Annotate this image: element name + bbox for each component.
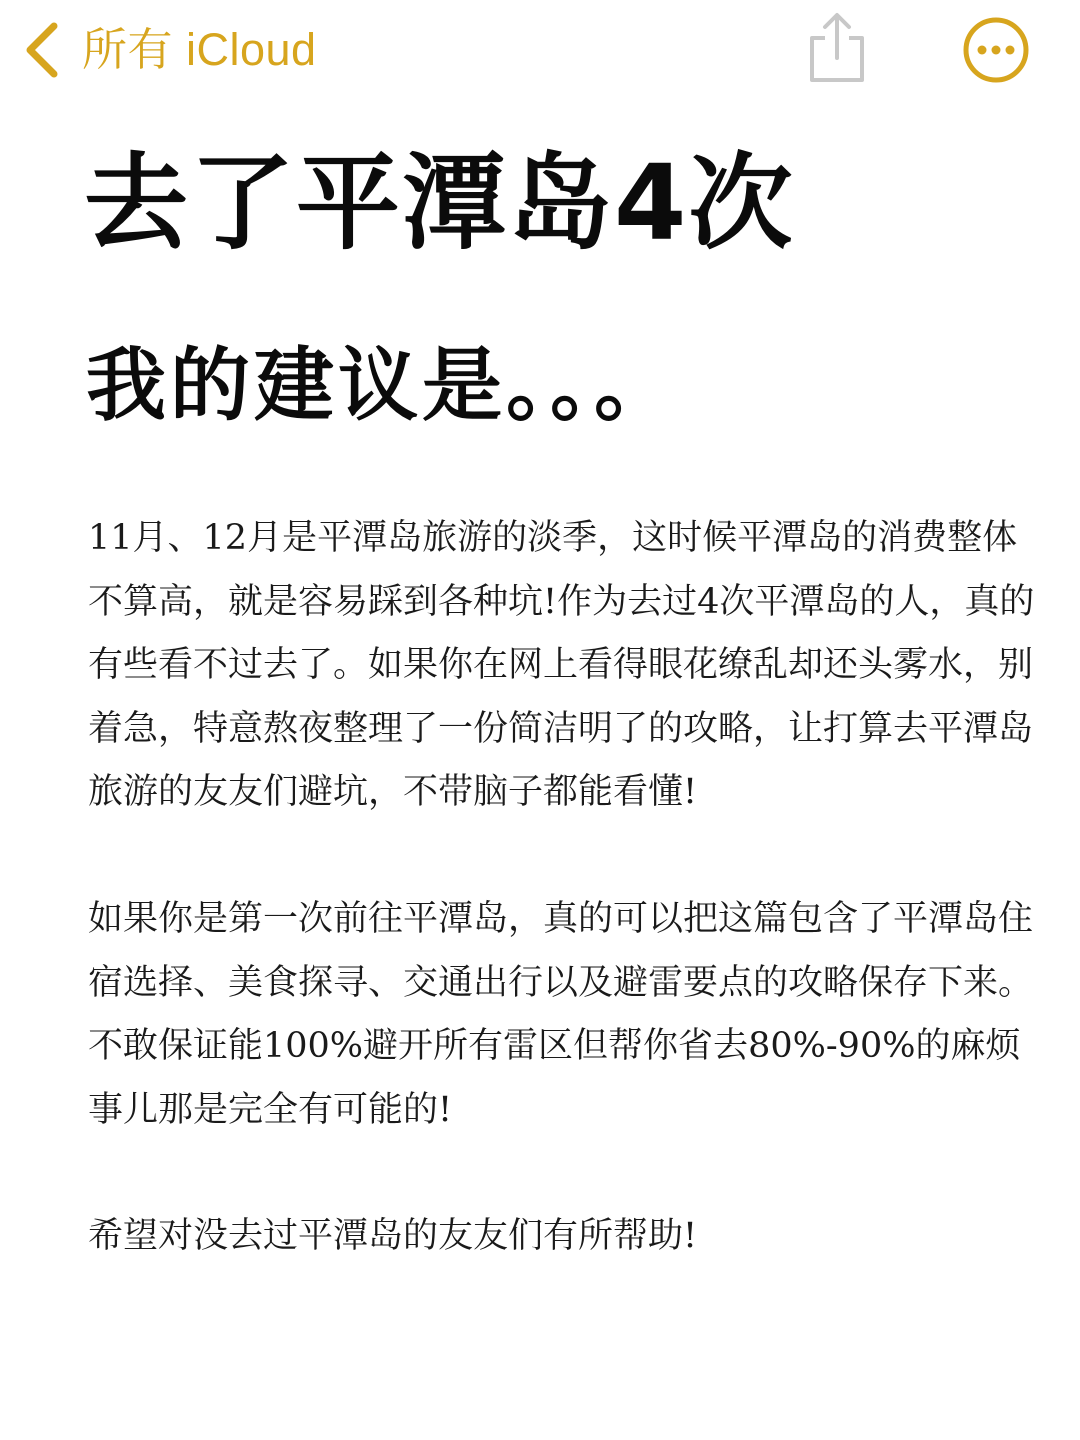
more-button[interactable] [962,16,1030,84]
share-icon [806,10,868,86]
ellipsis-circle-icon [962,16,1030,84]
navigation-bar [0,0,1080,100]
note-subtitle: 我的建议是。。。 [86,339,678,432]
back-button[interactable] [22,18,317,82]
chevron-left-icon [22,20,62,80]
back-label: 所有 iCloud [82,24,317,75]
share-button[interactable] [806,10,868,86]
note-title: 去了平潭岛4次 [84,142,795,264]
note-paragraph-1: 11月、12月是平潭岛旅游的淡季，这时候平潭岛的消费整体不算高，就是容易踩到各种坑!作为去过4次平潭岛的人，真的有些看不过去了。如果你在网上看得眼花缭乱却还头雾水，别着急，特意熬夜整理了一份简洁明了的攻略，让打算去平潭岛旅游的友友们避坑，不带脑子都能看懂! [88,518,1035,812]
note-paragraph-2: 如果你是第一次前往平潭岛，真的可以把这篇包含了平潭岛住宿选择、美食探寻、交通出行以及避雷要点的攻略保存下来。不敢保证能100%避开所有雷区但帮你省去80%-90%的麻烦事儿那是完全有可能的! [88,899,1034,1130]
note-paragraph-3: 希望对没去过平潭岛的友友们有所帮助! [88,1216,698,1256]
